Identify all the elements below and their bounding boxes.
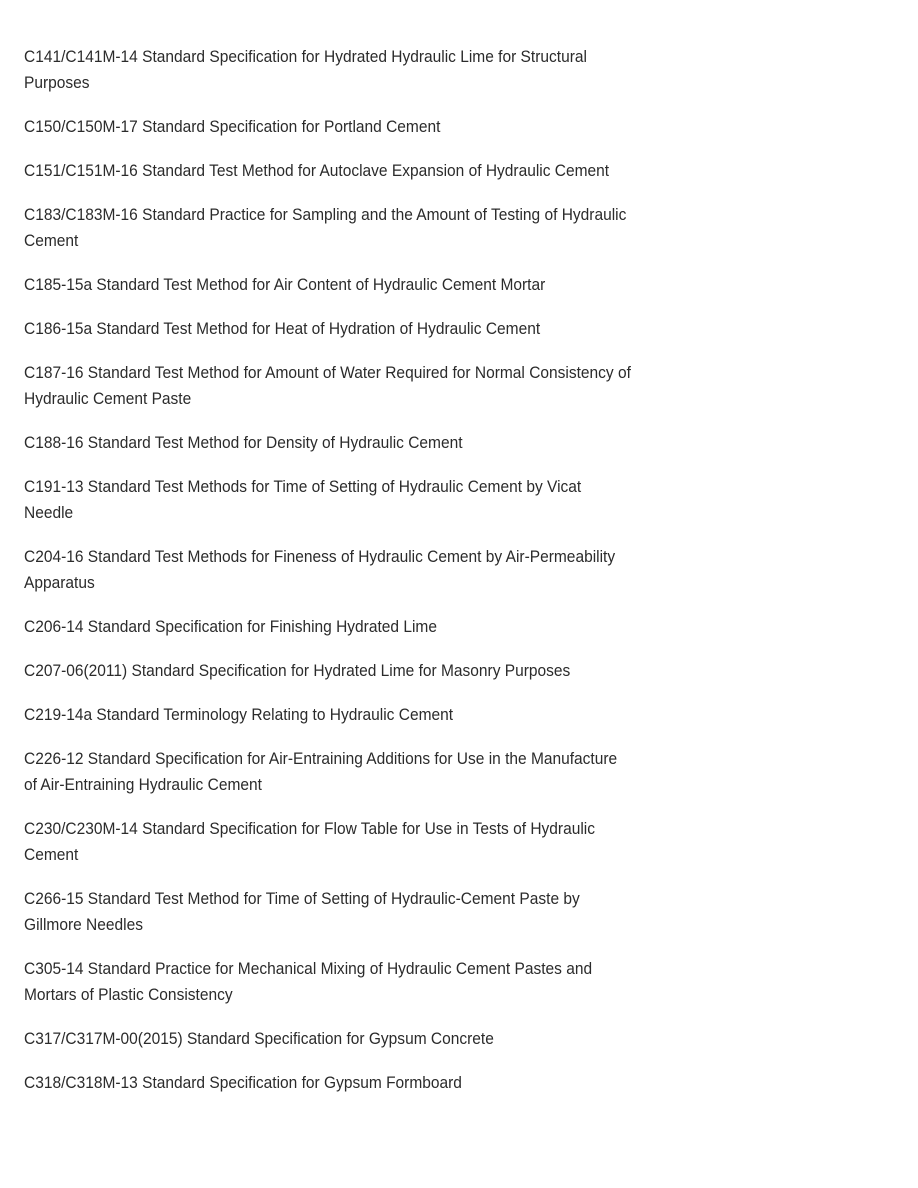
- standards-list: [24, 44, 634, 1114]
- standard-entry-c150: C150/C150M-17 Standard Specification for Portland Cement: [24, 118, 441, 136]
- standard-entry-c204: C204-16 Standard Test Methods for Fineness of Hydraulic Cement by Air-Permeability Apparatus: [24, 548, 616, 592]
- standard-entry-c191: C191-13 Standard Test Methods for Time of Setting of Hydraulic Cement by Vicat Needle: [24, 478, 582, 522]
- standard-entry-c141: C141/C141M-14 Standard Specification for Hydrated Hydraulic Lime for Structural Purposes: [24, 48, 587, 92]
- standard-entry-c266: C266-15 Standard Test Method for Time of Setting of Hydraulic-Cement Paste by Gillmore Needles: [24, 890, 580, 934]
- standard-entry-c318: C318/C318M-13 Standard Specification for Gypsum Formboard: [24, 1074, 462, 1092]
- standard-entry-c188: C188-16 Standard Test Method for Density of Hydraulic Cement: [24, 434, 463, 452]
- standard-entry-c226: C226-12 Standard Specification for Air-Entraining Additions for Use in the Manufacture of Air-Entraining Hydraulic Cement: [24, 750, 618, 794]
- standard-entry-c187: C187-16 Standard Test Method for Amount of Water Required for Normal Consistency of Hydraulic Cement Paste: [24, 364, 631, 408]
- standard-entry-c185: C185-15a Standard Test Method for Air Content of Hydraulic Cement Mortar: [24, 276, 546, 294]
- standard-entry-c206: C206-14 Standard Specification for Finishing Hydrated Lime: [24, 618, 437, 636]
- standard-entry-c230: C230/C230M-14 Standard Specification for Flow Table for Use in Tests of Hydraulic Cement: [24, 820, 596, 864]
- standard-entry-c183: C183/C183M-16 Standard Practice for Sampling and the Amount of Testing of Hydraulic Cement: [24, 206, 627, 250]
- standard-entry-c317: C317/C317M-00(2015) Standard Specification for Gypsum Concrete: [24, 1030, 494, 1048]
- standard-entry-c151: C151/C151M-16 Standard Test Method for Autoclave Expansion of Hydraulic Cement: [24, 162, 610, 180]
- standard-entry-c219: C219-14a Standard Terminology Relating to Hydraulic Cement: [24, 706, 454, 724]
- standard-entry-c305: C305-14 Standard Practice for Mechanical Mixing of Hydraulic Cement Pastes and Mortars of Plastic Consistency: [24, 960, 593, 1004]
- standard-entry-c186: C186-15a Standard Test Method for Heat of Hydration of Hydraulic Cement: [24, 320, 541, 338]
- standard-entry-c207: C207-06(2011) Standard Specification for Hydrated Lime for Masonry Purposes: [24, 662, 571, 680]
